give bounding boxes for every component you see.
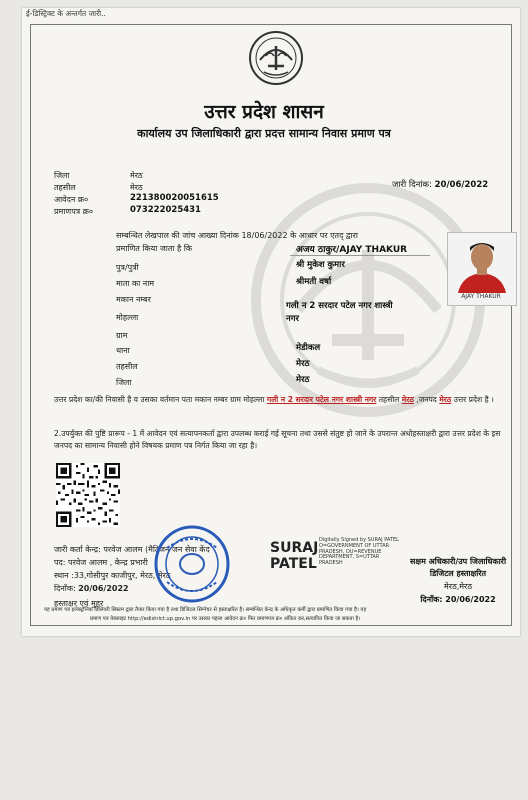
authority-line1: सक्षम अधिकारी/उप जिलाधिकारी (409, 557, 507, 566)
district-label: जिला (116, 378, 132, 387)
issue-date-label: जारी दिनांक: (392, 180, 432, 190)
meta-tehsil-label: तहसील (54, 183, 76, 192)
authority-line2: डिजिटल हस्ताक्षरित (429, 569, 487, 578)
mohalla-label: मोहल्ला (116, 313, 139, 322)
issuer-place: स्थान :33,गोसीपुर काजीपुर, मेरठ, मेरठ (54, 571, 171, 580)
issuer-date (54, 583, 129, 594)
top-note: ई-डिस्ट्रिक्ट के अन्तर्गत जारी.. (26, 9, 106, 18)
para-text-b: तहसील (378, 395, 400, 404)
qr-code-icon (56, 463, 120, 527)
digital-signature-name (270, 540, 318, 572)
issuer-center: जारी कर्ता केन्द्र: परवेज आलम (मैटिजन जन सेवा केंद (54, 545, 210, 554)
authority-date-label: दिनाँक: (420, 595, 443, 604)
para-text-d: उत्तर प्रदेश है । (453, 395, 494, 404)
tehsil-value: मेरठ (296, 359, 310, 369)
up-emblem-icon (248, 30, 304, 86)
meta-application-label: आवेदन क्र० (54, 195, 89, 204)
center-seal-icon (153, 524, 231, 604)
confirmation-paragraph: 2.उपर्युक्त की पुष्टि प्रारूप - 1 में आवेदन एवं सत्यापनकर्ता द्वारा उपलब्ध कराई गई सूचना तथा उससे संतुष्ट हो जाने के उपरान्त अधोहस्ताक्षरी द्वारा उत्तर प्रदेश के इस जनपद का सामान्य निवासी होने विषयक प्रमाण पत्र निर्गत किया जा रहा है। (54, 429, 501, 450)
authority-date-value: 20/06/2022 (445, 595, 496, 604)
mother-value: श्रीमती वर्षा (296, 277, 332, 287)
authority-date (388, 594, 528, 606)
mohalla-value-line1: गली न 2 सरदार पटेल नगर शास्त्री (286, 301, 393, 311)
sign-name-line1: SURAJ (270, 540, 319, 556)
footer-line1: यह प्रमाण पत्र इलेक्ट्रॉनिक डिलिवरी सिस्टम द्वारा तैयार किया गया है तथा डिजिटल सिग्नेचर से हस्ताक्षरित है। सम्बन्धित केन्द्र के अधिकृत कर्मी द्वारा प्रमाणित किया गया है। यह (44, 607, 367, 613)
issue-date-value: 20/06/2022 (434, 180, 489, 190)
district-value: मेरठ (296, 375, 310, 385)
meta-certificate-label: प्रमाणपत्र क्र० (54, 207, 93, 216)
sign-name-line2: PATEL (270, 556, 317, 572)
details-intro-line2: प्रमाणित किया जाता है कि (116, 244, 193, 253)
photo-caption: AJAY THAKUR (461, 293, 501, 300)
applicant-name: अजय ठाकुर/AJAY THAKUR (296, 245, 408, 255)
meta-district-label: जिला (54, 171, 70, 180)
seal-note: हस्ताक्षर एवं मुहर (54, 599, 104, 608)
para-text-c: ,जनपद (416, 395, 437, 404)
certificate-subtitle: कार्यालय उप जिलाधिकारी द्वारा प्रदत्त सामान्य निवास प्रमाण पत्र (137, 127, 391, 140)
thana-label: थाना (116, 346, 130, 355)
meta-application-value: 221380020051615 (130, 193, 219, 203)
issue-date (392, 179, 488, 190)
mohalla-value-line2: नगर (286, 314, 299, 324)
issuer-date-value: 20/06/2022 (78, 584, 129, 593)
issuer-date-label: दिनाँक: (54, 584, 76, 593)
meta-certificate-value: 073222025431 (130, 205, 201, 215)
details-intro-line1: सम्बन्धित लेखपाल की जांच आख्या दिनांक 18/06/2022 के आधार पर एतद् द्वारा (116, 231, 358, 240)
son-daughter-label: पुत्र/पुत्री (116, 263, 139, 272)
para-tehsil: मेरठ (401, 395, 414, 404)
meta-district-value: मेरठ (130, 171, 143, 180)
para-text-a: उत्तर प्रदेश का/की निवासी है व उसका वर्तमान पता मकान नम्बर ग्राम मोहल्ला (54, 395, 265, 404)
page-title: उत्तर प्रदेश शासन (204, 101, 324, 123)
details-underline (290, 255, 430, 256)
meta-tehsil-value: मेरठ (130, 183, 143, 192)
village-label: ग्राम (116, 331, 128, 340)
issuer-position: पद: परवेज आलम , केन्द्र प्रभारी (54, 558, 148, 567)
para-address: गली न 2 सरदार पटेल नगर शास्त्री नगर (266, 395, 377, 404)
footer-line2: प्रमाण पत्र वेबसाइट http://edistrict.up.gov.in पर उसका पहला आवेदन क्र० फिर प्रमाणपत्र क्र० अंकित कर,सत्यापित किया जा सकता है। (90, 616, 361, 622)
digital-signature-meta: Digitally Signed by SURAJ PATEL O=GOVERNMENT OF UTTAR PRADESH, OU=REVENUE DEPARTMENT, S=UTTAR PRADESH (319, 537, 399, 567)
residence-paragraph (54, 394, 509, 406)
son-daughter-value: श्री मुकेश कुमार (296, 260, 345, 270)
house-label: मकान नम्बर (116, 295, 151, 304)
para-district: मेरठ (439, 395, 452, 404)
mother-label: माता का नाम (116, 279, 155, 288)
tehsil-label: तहसील (116, 362, 138, 371)
authority-line3: मेरठ,मेरठ (444, 582, 472, 591)
thana-value: मेडीकल (296, 343, 321, 353)
